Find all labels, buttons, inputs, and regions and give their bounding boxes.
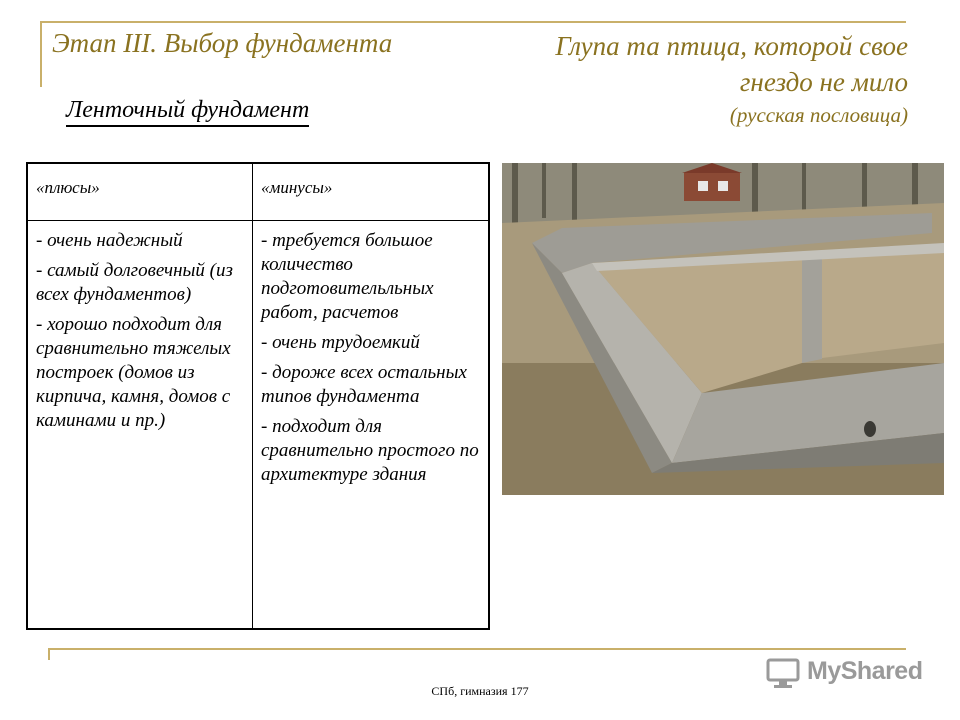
frame-corner-line (48, 648, 50, 660)
frame-bottom-line (48, 648, 906, 650)
cons-cell (253, 221, 490, 630)
pros-item: - очень надежный (36, 230, 183, 251)
logo-text: MyShared (807, 657, 923, 685)
table-body-row (27, 221, 489, 630)
cons-item: - подходит для сравнительно простого по архитектуре здания (261, 416, 479, 485)
proverb-source: (русская пословица) (729, 103, 908, 127)
pros-item: - самый долговечный (из всех фундаментов) (36, 260, 233, 305)
header-pros: «плюсы» (27, 163, 253, 221)
cons-item: - очень трудоемкий (261, 332, 420, 353)
cons-item: - требуется большое количество подготовительльных работ, расчетов (261, 230, 434, 323)
proverb-line-1: Глупа та птица, которой свое (555, 31, 908, 61)
pros-cell (27, 221, 253, 630)
cons-item: - дороже всех остальных типов фундамента (261, 362, 467, 407)
proverb (555, 28, 908, 100)
frame-top-line (40, 21, 906, 23)
frame-left-line (40, 21, 42, 87)
header-cons: «минусы» (253, 163, 490, 221)
myshared-logo (765, 654, 925, 694)
foundation-photo (502, 163, 944, 495)
slide-title: Этап III. Выбор фундамента (52, 28, 393, 58)
footer-text: СПб, гимназия 177 (431, 684, 529, 698)
table-header-row (27, 163, 489, 221)
proverb-line-2: гнездо не мило (739, 67, 908, 97)
pros-cons-table (26, 162, 490, 630)
slide-subtitle: Ленточный фундамент (66, 97, 309, 127)
pros-item: - хорошо подходит для сравнительно тяжелых построек (домов из кирпича, камня, домов с каминами и пр.) (36, 314, 231, 431)
